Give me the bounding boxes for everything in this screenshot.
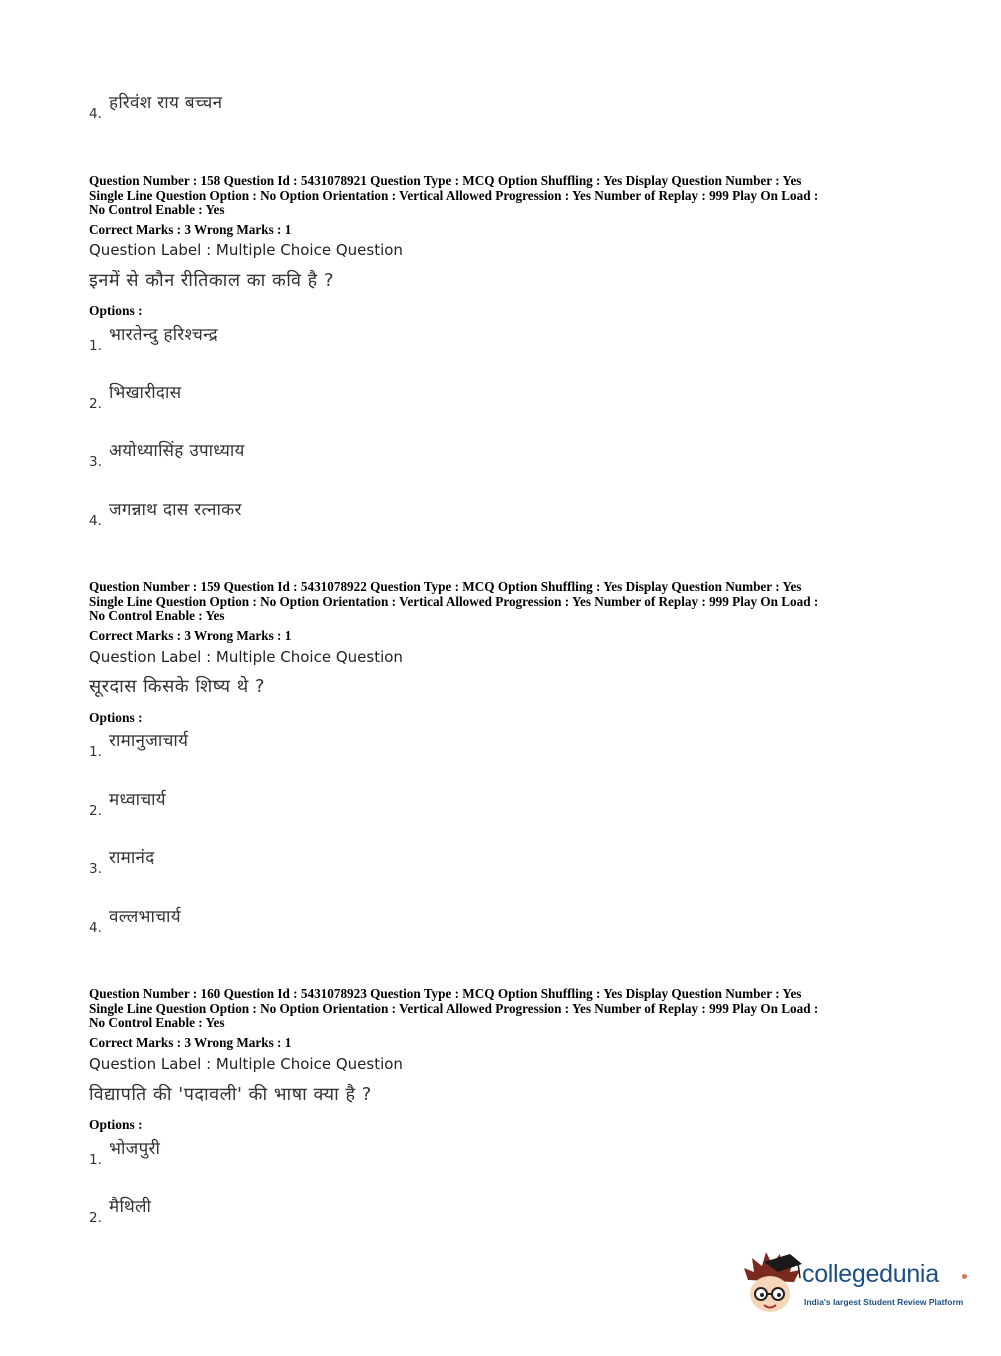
option-number: 3. — [89, 861, 102, 877]
question-text: इनमें से कौन रीतिकाल का कवि है ? — [89, 270, 335, 291]
option-text: हरिवंश राय बच्चन — [109, 93, 223, 113]
question-meta — [89, 174, 929, 218]
option-text: रामानंद — [109, 848, 155, 868]
question-meta — [89, 580, 929, 624]
option-number: 3. — [89, 454, 102, 470]
meta-line: No Control Enable : Yes — [89, 608, 225, 623]
option-text: मैथिली — [109, 1197, 152, 1217]
meta-line: Single Line Question Option : No Option Orientation : Vertical Allowed Progression : Yes Number of Replay : 999 Play On Load : — [89, 1000, 819, 1016]
option-number: 4. — [89, 106, 102, 122]
option-number: 1. — [89, 744, 102, 760]
option-text: भोजपुरी — [109, 1139, 161, 1159]
question-marks: Correct Marks : 3 Wrong Marks : 1 — [89, 628, 292, 643]
meta-line: Question Number : 160 Question Id : 5431078923 Question Type : MCQ Option Shuffling : Yes Display Question Number : Yes — [89, 986, 802, 1001]
collegedunia-logo — [742, 1250, 972, 1320]
option-number: 2. — [89, 396, 102, 412]
question-label: Question Label : Multiple Choice Question — [89, 241, 403, 259]
option-number: 4. — [89, 513, 102, 529]
question-label: Question Label : Multiple Choice Question — [89, 648, 403, 666]
options-label: Options : — [89, 303, 143, 318]
option-number: 2. — [89, 803, 102, 819]
meta-line: Single Line Question Option : No Option Orientation : Vertical Allowed Progression : Yes Number of Replay : 999 Play On Load : — [89, 187, 819, 203]
option-text: रामानुजाचार्य — [109, 731, 189, 751]
brand-dot-icon — [962, 1274, 967, 1279]
question-marks: Correct Marks : 3 Wrong Marks : 1 — [89, 1035, 292, 1050]
option-text: भिखारीदास — [109, 383, 182, 403]
mascot-icon — [742, 1250, 804, 1320]
question-meta — [89, 987, 929, 1031]
option-text: वल्लभाचार्य — [109, 907, 181, 927]
brand-tagline: India's largest Student Review Platform — [804, 1297, 964, 1307]
meta-line: No Control Enable : Yes — [89, 1015, 225, 1030]
meta-line: Single Line Question Option : No Option Orientation : Vertical Allowed Progression : Yes Number of Replay : 999 Play On Load : — [89, 593, 819, 609]
meta-line: Question Number : 159 Question Id : 5431078922 Question Type : MCQ Option Shuffling : Yes Display Question Number : Yes — [89, 579, 802, 594]
option-number: 4. — [89, 920, 102, 936]
options-label: Options : — [89, 710, 143, 725]
question-text: सूरदास किसके शिष्य थे ? — [89, 676, 266, 697]
question-label: Question Label : Multiple Choice Question — [89, 1055, 403, 1073]
option-number: 2. — [89, 1210, 102, 1226]
option-text: अयोध्यासिंह उपाध्याय — [109, 441, 245, 461]
option-number: 1. — [89, 1152, 102, 1168]
option-text: मध्वाचार्य — [109, 790, 166, 810]
options-label: Options : — [89, 1117, 143, 1132]
brand-name: collegedunia — [802, 1260, 939, 1288]
meta-line: Question Number : 158 Question Id : 5431078921 Question Type : MCQ Option Shuffling : Yes Display Question Number : Yes — [89, 173, 802, 188]
option-number: 1. — [89, 338, 102, 354]
question-text: विद्यापति की 'पदावली' की भाषा क्या है ? — [89, 1084, 372, 1105]
meta-line: No Control Enable : Yes — [89, 202, 225, 217]
question-marks: Correct Marks : 3 Wrong Marks : 1 — [89, 222, 292, 237]
option-text: जगन्नाथ दास रत्नाकर — [109, 500, 242, 520]
option-text: भारतेन्दु हरिश्चन्द्र — [109, 325, 218, 345]
